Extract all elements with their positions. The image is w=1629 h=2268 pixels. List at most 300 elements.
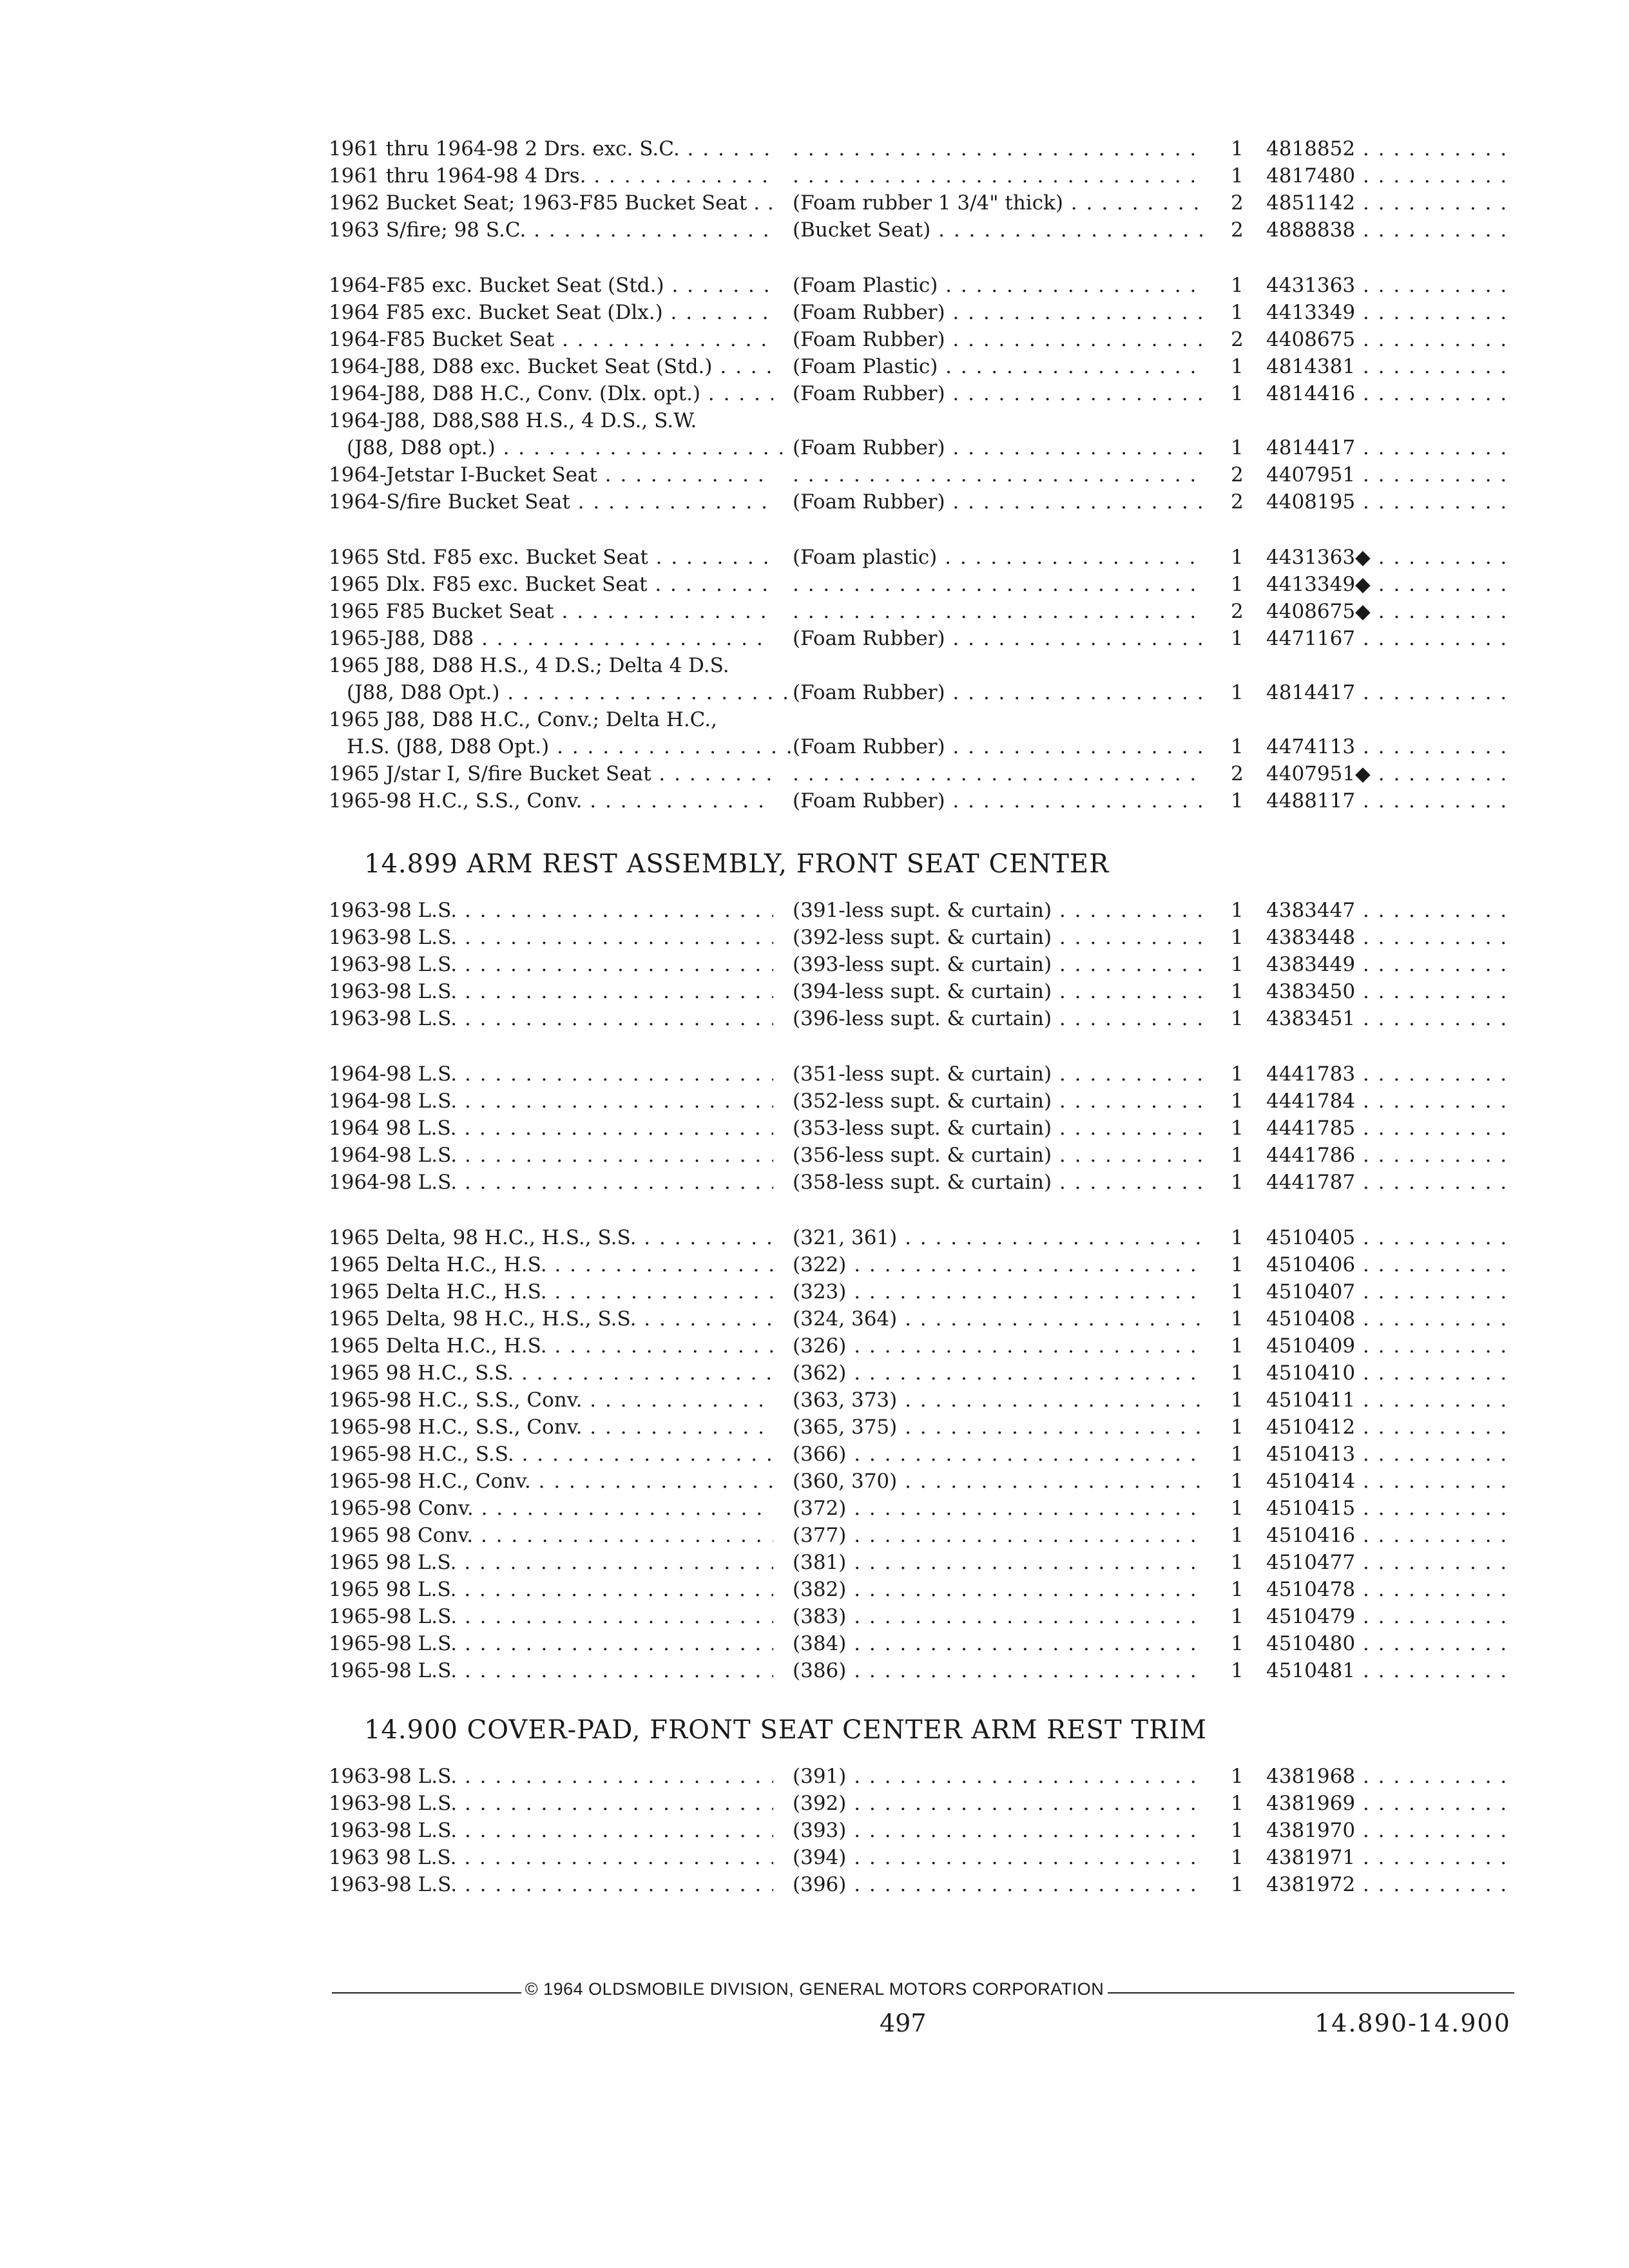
table-row [329,760,1514,787]
table-row [329,1871,1514,1898]
model-text: 1964-Jetstar I-Bucket Seat [329,463,597,486]
description-cell [793,1360,1205,1387]
description-text: (323) [793,1280,847,1303]
quantity-cell: 1 [1231,1416,1244,1439]
description-text: (352-less supt. & curtain) [793,1090,1052,1113]
part-number-text: 4814381 [1266,355,1356,378]
model-cell [329,1360,773,1387]
description-cell [793,1251,1205,1278]
part-number-cell [1266,1630,1514,1657]
model-text: 1965-98 H.C., S.S. [329,1443,514,1466]
description-text: (Foam Plastic) [793,355,938,378]
quantity-cell: 2 [1231,762,1244,785]
part-number-cell [1266,1278,1514,1305]
model-cell [329,625,773,652]
quantity-cell: 1 [1231,1605,1244,1628]
model-text: 1964-S/fire Bucket Seat [329,490,570,514]
table-row [329,571,1514,598]
quantity-cell: 1 [1231,1470,1244,1493]
quantity-cell: 1 [1231,1307,1244,1331]
model-cell [329,1522,773,1549]
table-row [329,1790,1514,1817]
quantity-cell: 1 [1231,789,1244,812]
model-cell [329,135,773,162]
quantity-cell: 1 [1231,436,1244,459]
description-cell [793,1522,1205,1549]
description-cell [793,162,1205,189]
table-row [329,353,1514,380]
part-number-cell [1266,1142,1514,1169]
model-cell [329,1169,773,1196]
part-number-text: 4510414 [1266,1470,1356,1493]
description-text: (Foam Plastic) [793,274,938,297]
description-cell [793,760,1205,787]
model-text: 1965-98 L.S. [329,1605,458,1628]
part-number-text: 4407951◆ [1266,762,1371,785]
description-text: (Foam rubber 1 3/4" thick) [793,191,1063,215]
description-cell [793,1142,1205,1169]
quantity-cell: 1 [1231,953,1244,976]
part-number-cell [1266,679,1514,706]
description-text: (393-less supt. & curtain) [793,953,1052,976]
part-number-text: 4383451 [1266,1007,1356,1030]
description-cell [793,544,1205,571]
model-cell [329,1387,773,1414]
part-number-cell [1266,1224,1514,1251]
description-text: (Foam Rubber) [793,490,945,514]
part-number-text: 4381972 [1266,1873,1356,1896]
description-text: (396) [793,1873,847,1896]
description-cell [793,1844,1205,1871]
description-text: (324, 364) [793,1307,898,1331]
part-number-cell [1266,625,1514,652]
part-number-cell [1266,1549,1514,1576]
description-cell [793,461,1205,488]
description-text: (Foam Rubber) [793,627,945,650]
part-number-cell [1266,1360,1514,1387]
quantity-cell: 1 [1231,1846,1244,1869]
quantity-cell: 2 [1231,328,1244,351]
model-text: 1964-98 L.S. [329,1090,458,1113]
part-number-text: 4383450 [1266,980,1356,1003]
table-row [329,1387,1514,1414]
model-text: 1963-98 L.S. [329,1792,458,1815]
description-cell [793,1278,1205,1305]
model-cell [329,1441,773,1468]
parts-table-arm-rest [329,897,1514,1684]
model-cell [329,1549,773,1576]
model-text: 1964-J88, D88 exc. Bucket Seat (Std.) [329,355,713,378]
model-text: 1965-98 L.S. [329,1632,458,1655]
part-number-text: 4413349◆ [1266,573,1371,596]
description-cell [793,1387,1205,1414]
part-number-text: 4814417 [1266,436,1356,459]
quantity-cell: 1 [1231,926,1244,949]
model-text: (J88, D88 Opt.) [347,681,500,704]
table-row [329,598,1514,625]
part-number-cell [1266,598,1514,625]
table-row [329,544,1514,571]
model-text: 1964-98 L.S. [329,1171,458,1194]
model-text: 1963 S/fire; 98 S.C. [329,218,526,242]
part-number-text: 4510412 [1266,1416,1356,1439]
description-cell [793,1061,1205,1088]
description-text: (356-less supt. & curtain) [793,1144,1052,1167]
table-row [329,1169,1514,1196]
model-cell [329,162,773,189]
description-cell [793,787,1205,814]
table-row [329,1278,1514,1305]
description-cell [793,1005,1205,1032]
quantity-cell: 2 [1231,218,1244,242]
part-number-cell [1266,135,1514,162]
quantity-cell: 1 [1231,355,1244,378]
description-text: (391-less supt. & curtain) [793,899,1052,922]
part-number-cell [1266,1414,1514,1441]
description-text: (Bucket Seat) [793,218,931,242]
description-text: (351-less supt. & curtain) [793,1062,1052,1086]
model-text: 1962 Bucket Seat; 1963-F85 Bucket Seat . [329,191,760,215]
quantity-cell: 1 [1231,1334,1244,1358]
model-text: 1965-98 Conv. [329,1497,474,1520]
description-text: (358-less supt. & curtain) [793,1171,1052,1194]
part-number-text: 4381971 [1266,1846,1356,1869]
part-number-text: 4383449 [1266,953,1356,976]
part-number-cell [1266,326,1514,353]
part-number-text: 4510409 [1266,1334,1356,1358]
part-number-cell [1266,1657,1514,1684]
description-cell [793,326,1205,353]
part-number-text: 4814416 [1266,382,1356,405]
description-cell [793,189,1205,216]
description-text: (322) [793,1253,847,1276]
model-cell [329,1763,773,1790]
part-number-cell [1266,1468,1514,1495]
description-text: (394-less supt. & curtain) [793,980,1052,1003]
description-text: (366) [793,1443,847,1466]
model-cell [329,706,773,733]
model-text: 1965 Dlx. F85 exc. Bucket Seat [329,573,648,596]
description-cell [793,1414,1205,1441]
part-number-text: 4381970 [1266,1819,1356,1842]
model-cell [329,189,773,216]
part-number-text: 4510410 [1266,1361,1356,1385]
model-cell [329,1305,773,1332]
model-cell [329,272,773,299]
description-text: (396-less supt. & curtain) [793,1007,1052,1030]
model-text: 1965-98 H.C., S.S., Conv. [329,1416,583,1439]
copyright-text: © 1964 OLDSMOBILE DIVISION, GENERAL MOTORS CORPORATION [521,1979,1108,1999]
model-cell [329,897,773,924]
table-row [329,1657,1514,1684]
part-number-cell [1266,1441,1514,1468]
model-text: 1965 Delta H.C., H.S. [329,1253,547,1276]
model-cell [329,1251,773,1278]
part-number-cell [1266,1169,1514,1196]
model-text: 1964-98 L.S. [329,1144,458,1167]
table-row [329,162,1514,189]
part-number-text: 4441786 [1266,1144,1356,1167]
model-cell [329,1657,773,1684]
table-row [329,488,1514,515]
part-number-cell [1266,1603,1514,1630]
part-number-text: 4510411 [1266,1389,1356,1412]
model-cell [329,679,791,706]
part-number-text: 4413349 [1266,301,1356,324]
description-text: (Foam Rubber) [793,382,945,405]
part-number-cell [1266,733,1514,760]
model-cell [329,598,773,625]
description-cell [793,135,1205,162]
part-number-text: 4383447 [1266,899,1356,922]
table-row [329,1630,1514,1657]
quantity-cell: 1 [1231,1117,1244,1140]
description-cell [793,299,1205,326]
part-number-text: 4441785 [1266,1117,1356,1140]
description-cell [793,1224,1205,1251]
quantity-cell: 1 [1231,1497,1244,1520]
part-number-text: 4510406 [1266,1253,1356,1276]
model-text: 1963-98 L.S. [329,926,458,949]
description-cell [793,1603,1205,1630]
model-text: 1965 98 L.S. [329,1578,457,1601]
quantity-cell: 1 [1231,1062,1244,1086]
description-cell [793,1115,1205,1142]
description-cell [793,897,1205,924]
description-text: (365, 375) [793,1416,898,1439]
model-text: 1964-F85 Bucket Seat [329,328,555,351]
model-cell [329,1061,773,1088]
model-text: 1965 F85 Bucket Seat [329,600,554,623]
description-text: (360, 370) [793,1470,898,1493]
section-range: 14.890-14.900 [1315,2009,1511,2037]
table-row [329,1549,1514,1576]
table-row [329,625,1514,652]
part-number-cell [1266,434,1514,461]
model-cell [329,1576,773,1603]
quantity-cell: 2 [1231,463,1244,486]
quantity-cell: 1 [1231,1090,1244,1113]
model-text: 1964-98 L.S. [329,1062,458,1086]
description-cell [793,679,1205,706]
description-cell [793,1817,1205,1844]
quantity-cell: 1 [1231,1226,1244,1249]
description-text: (353-less supt. & curtain) [793,1117,1052,1140]
part-number-text: 4431363◆ [1266,546,1371,569]
quantity-cell: 2 [1231,600,1244,623]
quantity-cell: 1 [1231,1361,1244,1385]
table-row [329,1305,1514,1332]
part-number-text: 4407951 [1266,463,1356,486]
description-text: (391) [793,1765,847,1788]
part-number-cell [1266,1817,1514,1844]
quantity-cell: 1 [1231,1524,1244,1547]
description-cell [793,488,1205,515]
model-cell [329,1142,773,1169]
description-text: (384) [793,1632,847,1655]
description-cell [793,216,1205,244]
part-number-text: 4510408 [1266,1307,1356,1331]
part-number-cell [1266,461,1514,488]
quantity-cell: 1 [1231,681,1244,704]
quantity-cell: 2 [1231,191,1244,215]
quantity-cell: 1 [1231,1171,1244,1194]
model-cell [329,1088,773,1115]
part-number-text: 4441783 [1266,1062,1356,1086]
description-cell [793,625,1205,652]
quantity-cell: 1 [1231,1659,1244,1682]
model-text: 1964-J88, D88 H.C., Conv. (Dlx. opt.) [329,382,701,405]
model-text: 1965 Delta, 98 H.C., H.S., S.S. [329,1226,637,1249]
table-row [329,951,1514,978]
table-row [329,380,1514,407]
quantity-cell: 1 [1231,1632,1244,1655]
description-cell [793,1169,1205,1196]
part-number-cell [1266,380,1514,407]
model-cell [329,353,773,380]
quantity-cell: 1 [1231,899,1244,922]
model-text: 1965 Delta H.C., H.S. [329,1334,547,1358]
model-cell [329,544,773,571]
model-text: 1964 F85 exc. Bucket Seat (Dlx.) [329,301,663,324]
description-text: (Foam Rubber) [793,328,945,351]
description-cell [793,1871,1205,1898]
part-number-text: 4488117 [1266,789,1356,812]
description-text: (381) [793,1551,847,1574]
table-row [329,1142,1514,1169]
model-text: 1965 J88, D88 H.S., 4 D.S.; Delta 4 D.S. [329,654,729,677]
description-cell [793,598,1205,625]
table-row [329,1332,1514,1360]
model-text: 1965-98 L.S. [329,1659,458,1682]
model-cell [329,299,773,326]
part-number-text: 4441784 [1266,1090,1356,1113]
part-number-text: 4510407 [1266,1280,1356,1303]
part-number-cell [1266,897,1514,924]
model-text: 1964-J88, D88,S88 H.S., 4 D.S., S.W. [329,409,697,432]
model-text: 1965 Std. F85 exc. Bucket Seat [329,546,648,569]
part-number-cell [1266,216,1514,244]
description-cell [793,272,1205,299]
group-spacer [329,244,1514,272]
model-cell [329,1224,773,1251]
part-number-cell [1266,189,1514,216]
quantity-cell: 1 [1231,164,1244,187]
part-number-text: 4888838 [1266,218,1356,242]
model-text: 1961 thru 1964-98 4 Drs. [329,164,586,187]
model-text: (J88, D88 opt.) [347,436,496,459]
part-number-cell [1266,299,1514,326]
group-spacer [329,1196,1514,1224]
quantity-cell: 1 [1231,1578,1244,1601]
model-text: 1963-98 L.S. [329,1765,458,1788]
part-number-text: 4381969 [1266,1792,1356,1815]
description-cell [793,1549,1205,1576]
description-text: (377) [793,1524,847,1547]
part-number-text: 4817480 [1266,164,1356,187]
model-cell [329,1844,773,1871]
part-number-cell [1266,978,1514,1005]
description-text: (392) [793,1792,847,1815]
model-cell [329,1871,773,1898]
model-text: 1964-F85 exc. Bucket Seat (Std.) [329,274,664,297]
model-text: 1965 Delta, 98 H.C., H.S., S.S. [329,1307,637,1331]
table-row [329,1005,1514,1032]
part-number-text: 4474113 [1266,735,1356,758]
table-row [329,1115,1514,1142]
quantity-cell: 1 [1231,735,1244,758]
table-row [329,1251,1514,1278]
quantity-cell: 1 [1231,1819,1244,1842]
quantity-cell: 1 [1231,1765,1244,1788]
part-number-text: 4510416 [1266,1524,1356,1547]
model-cell [329,571,773,598]
table-row [329,189,1514,216]
description-text: (Foam Rubber) [793,436,945,459]
table-row [329,1576,1514,1603]
description-cell [793,380,1205,407]
description-cell [793,1763,1205,1790]
part-number-text: 4510478 [1266,1578,1356,1601]
model-cell [329,1414,773,1441]
part-number-cell [1266,1844,1514,1871]
quantity-cell: 1 [1231,1280,1244,1303]
model-text: 1965 98 L.S. [329,1551,457,1574]
model-text: 1965-98 H.C., Conv. [329,1470,531,1493]
quantity-cell: 1 [1231,627,1244,650]
table-row [329,326,1514,353]
description-cell [793,733,1205,760]
model-cell [329,1005,773,1032]
model-cell [329,652,773,679]
part-number-cell [1266,1495,1514,1522]
description-text: (326) [793,1334,847,1358]
model-cell [329,787,773,814]
model-cell [329,1278,773,1305]
description-cell [793,434,1205,461]
part-number-text: 4510481 [1266,1659,1356,1682]
model-text: 1965-98 H.C., S.S., Conv. [329,1389,583,1412]
description-text: (Foam Rubber) [793,301,945,324]
table-row [329,1763,1514,1790]
part-number-cell [1266,272,1514,299]
part-number-text: 4818852 [1266,137,1356,160]
group-spacer [329,515,1514,544]
model-text: 1965 98 H.C., S.S. [329,1361,514,1385]
part-number-text: 4471167 [1266,627,1356,650]
table-row [329,407,1514,434]
section-heading-14-899: 14.899 ARM REST ASSEMBLY, FRONT SEAT CENTER [364,849,1110,879]
description-text: (372) [793,1497,847,1520]
table-row [329,1360,1514,1387]
footer-copyright [0,1979,1629,1999]
part-number-text: 4510415 [1266,1497,1356,1520]
part-number-text: 4441787 [1266,1171,1356,1194]
part-number-cell [1266,1305,1514,1332]
part-number-text: 4408675 [1266,328,1356,351]
part-number-cell [1266,1522,1514,1549]
model-cell [329,1115,773,1142]
model-text: 1965-J88, D88 [329,627,474,650]
description-cell [793,1088,1205,1115]
quantity-cell: 1 [1231,382,1244,405]
part-number-cell [1266,1332,1514,1360]
quantity-cell: 1 [1231,301,1244,324]
part-number-text: 4383448 [1266,926,1356,949]
model-text: 1963-98 L.S. [329,953,458,976]
part-number-cell [1266,1871,1514,1898]
part-number-text: 4510480 [1266,1632,1356,1655]
